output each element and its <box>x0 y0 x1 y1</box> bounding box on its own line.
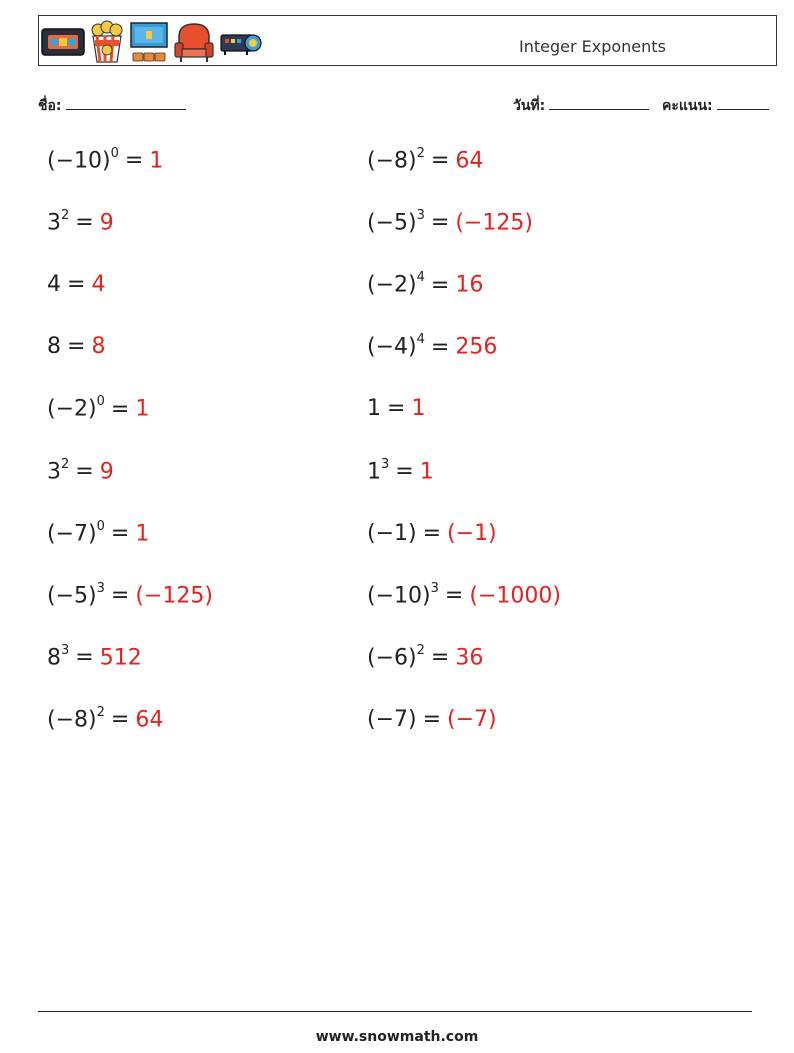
equals-sign: = <box>110 520 130 546</box>
vhs-tape-icon <box>41 27 85 57</box>
problem-base: (−7) <box>367 706 417 732</box>
name-field <box>38 95 186 117</box>
problem-base: (−8) <box>47 707 97 733</box>
projector-icon <box>219 27 263 57</box>
problem-answer: (−1) <box>447 520 497 546</box>
header-icons <box>41 20 263 64</box>
problem-base: (−10) <box>367 583 431 609</box>
problem-base: 3 <box>47 458 61 484</box>
problem-item <box>47 210 114 235</box>
problem-base: (−1) <box>367 520 417 546</box>
popcorn-icon <box>89 20 125 64</box>
problem-answer: 4 <box>91 272 106 298</box>
score-blank[interactable] <box>717 95 769 110</box>
problem-exponent: 2 <box>416 642 425 658</box>
equals-sign: = <box>422 520 442 546</box>
problem-base: 1 <box>367 396 381 422</box>
equals-sign: = <box>395 458 414 484</box>
problem-base: 4 <box>47 272 61 298</box>
problem-base: (−5) <box>367 210 417 236</box>
problem-base: (−2) <box>367 272 417 298</box>
equals-sign: = <box>387 396 406 422</box>
problem-exponent: 2 <box>61 456 70 472</box>
equals-sign: = <box>430 645 450 671</box>
problem-exponent: 0 <box>110 146 119 161</box>
equals-sign: = <box>67 334 86 360</box>
problem-item <box>47 580 213 609</box>
problem-answer: 64 <box>135 707 164 733</box>
cinema-screen-icon <box>129 21 169 63</box>
problem-item <box>367 642 484 671</box>
problem-base: (−10) <box>47 148 111 174</box>
problem-answer: (−125) <box>135 583 213 609</box>
problem-exponent: 0 <box>96 518 105 534</box>
footer-url: www.snowmath.com <box>315 1029 479 1045</box>
date-blank[interactable] <box>549 95 649 110</box>
equals-sign: = <box>75 645 94 671</box>
problem-item <box>47 272 105 297</box>
problem-exponent: 4 <box>416 332 425 348</box>
problem-answer: (−125) <box>455 210 533 236</box>
problem-answer: 16 <box>455 272 484 298</box>
theater-seat-icon <box>173 21 215 63</box>
problem-item <box>47 518 150 546</box>
problem-answer: (−1000) <box>469 583 561 609</box>
equals-sign: = <box>124 148 144 174</box>
equals-sign: = <box>430 272 450 298</box>
score-field <box>662 95 769 117</box>
problem-answer: 8 <box>91 334 106 360</box>
problem-item <box>47 642 142 671</box>
equals-sign: = <box>430 148 450 174</box>
problem-item <box>367 334 497 359</box>
problem-base: (−8) <box>367 148 417 174</box>
name-blank[interactable] <box>66 95 186 110</box>
problem-exponent: 3 <box>430 580 439 596</box>
problem-answer: 256 <box>455 334 498 360</box>
problem-base: 1 <box>367 458 381 484</box>
problem-answer: 1 <box>135 520 150 546</box>
problem-item <box>367 580 561 609</box>
date-field <box>513 95 649 117</box>
equals-sign: = <box>110 396 130 422</box>
date-label: วันที่: <box>513 98 546 114</box>
problem-exponent: 3 <box>96 580 105 596</box>
equals-sign: = <box>444 583 464 609</box>
problem-exponent: 0 <box>96 394 105 410</box>
problem-answer: 1 <box>149 148 164 174</box>
problem-exponent: 2 <box>416 146 425 161</box>
equals-sign: = <box>422 706 442 732</box>
score-label: คะแนน: <box>662 98 713 114</box>
problem-answer: 1 <box>135 396 150 422</box>
problem-item <box>47 704 164 733</box>
problem-answer: 9 <box>99 458 114 484</box>
problem-item <box>367 210 533 235</box>
problem-item <box>367 707 497 732</box>
problem-item <box>367 396 425 421</box>
problem-exponent: 2 <box>61 208 70 224</box>
problem-base: (−6) <box>367 645 417 671</box>
problem-answer: 9 <box>99 210 114 236</box>
problem-exponent: 4 <box>416 270 425 286</box>
problem-base: 3 <box>47 210 61 236</box>
problem-item <box>47 396 149 421</box>
problem-answer: 64 <box>455 148 484 174</box>
equals-sign: = <box>430 210 450 236</box>
problem-answer: 512 <box>99 645 142 671</box>
problem-answer: 36 <box>455 645 484 671</box>
problem-exponent: 3 <box>416 208 425 224</box>
equals-sign: = <box>110 583 130 609</box>
problem-base: (−5) <box>47 583 97 609</box>
problem-base: (−7) <box>47 520 97 546</box>
footer-divider <box>38 1011 752 1012</box>
problem-item <box>367 272 483 297</box>
problem-exponent: 3 <box>381 456 390 472</box>
problem-item <box>367 148 483 173</box>
equals-sign: = <box>75 458 94 484</box>
problem-exponent: 3 <box>61 642 70 658</box>
problem-base: 8 <box>47 645 61 671</box>
worksheet-title: Integer Exponents <box>519 37 666 56</box>
worksheet-header <box>38 15 777 66</box>
problem-answer: 1 <box>419 458 434 484</box>
equals-sign: = <box>430 334 450 360</box>
problem-answer: (−7) <box>447 706 497 732</box>
problem-answer: 1 <box>411 396 426 422</box>
equals-sign: = <box>110 707 130 733</box>
problem-item <box>47 334 105 359</box>
problem-base: 8 <box>47 334 61 360</box>
problem-item <box>47 456 114 484</box>
equals-sign: = <box>67 272 86 298</box>
problem-item <box>47 148 163 173</box>
name-label: ชื่อ: <box>38 98 62 114</box>
problem-exponent: 2 <box>96 704 105 720</box>
equals-sign: = <box>75 210 94 236</box>
problem-item <box>367 456 434 484</box>
problem-base: (−4) <box>367 334 417 360</box>
problem-item <box>367 521 497 546</box>
problem-base: (−2) <box>47 396 97 422</box>
